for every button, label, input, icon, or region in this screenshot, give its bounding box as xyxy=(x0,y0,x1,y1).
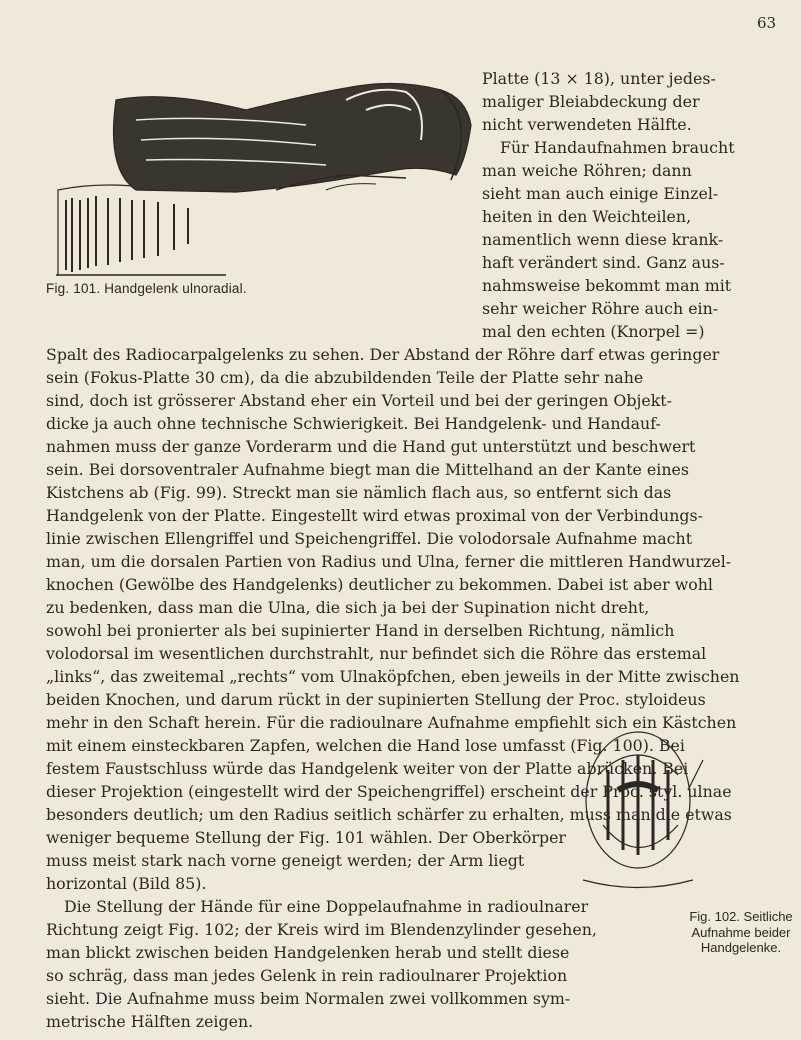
text-line: besonders deutlich; um den Radius seitlich schärfer zu erhalten, muss man die etwas xyxy=(46,805,732,824)
caption-line: Aufnahme beider xyxy=(691,924,791,940)
text-line: weniger bequeme Stellung der Fig. 101 wählen. Der Oberkörper xyxy=(46,828,566,847)
text-line: zu bedenken, dass man die Ulna, die sich ja bei der Supination nicht dreht, xyxy=(46,598,650,617)
text-line: Richtung zeigt Fig. 102; der Kreis wird im Blendenzylinder gesehen, xyxy=(46,920,597,939)
text-line: man blickt zwischen beiden Handgelenken herab und stellt diese xyxy=(46,943,570,962)
text-line: „links“, das zweitemal „rechts“ vom Ulnaköpfchen, eben jeweils in der Mitte zwischen xyxy=(46,667,740,686)
text-line: Für Handaufnahmen braucht xyxy=(500,138,735,157)
figure-101-caption: Fig. 101. Handgelenk ulnoradial. xyxy=(46,281,247,296)
text-line: muss meist stark nach vorne geneigt werden; der Arm liegt xyxy=(46,851,525,870)
text-line: Kistchens ab (Fig. 99). Streckt man sie nämlich flach aus, so entfernt sich das xyxy=(46,483,672,502)
text-line: man, um die dorsalen Partien von Radius und Ulna, ferner die mittleren Handwurzel- xyxy=(46,552,732,571)
text-line: festem Faustschluss würde das Handgelenk weiter von der Platte abrücken. Bei xyxy=(46,759,689,778)
text-line: beiden Knochen, und darum rückt in der supinierten Stellung der Proc. styloideus xyxy=(46,690,706,709)
text-line: sein. Bei dorsoventraler Aufnahme biegt man die Mittelhand an der Kante eines xyxy=(46,460,689,479)
text-line: man weiche Röhren; dann xyxy=(482,161,692,180)
text-line: sieht. Die Aufnahme muss beim Normalen zwei vollkommen sym- xyxy=(46,989,571,1008)
text-line: sind, doch ist grösserer Abstand eher ein Vorteil und bei der geringen Objekt- xyxy=(46,391,672,410)
text-line: Handgelenk von der Platte. Eingestellt wird etwas proximal von der Verbindungs- xyxy=(46,506,703,525)
text-line: namentlich wenn diese krank- xyxy=(482,230,724,249)
text-line: linie zwischen Ellengriffel und Speichengriffel. Die volodorsale Aufnahme macht xyxy=(46,529,693,548)
text-line: sehr weicher Röhre auch ein- xyxy=(482,299,719,318)
text-line: nahmen muss der ganze Vorderarm und die Hand gut unterstützt und beschwert xyxy=(46,437,696,456)
text-line: volodorsal im wesentlichen durchstrahlt, nur befindet sich die Röhre das erstemal xyxy=(46,644,707,663)
text-line: Platte (13 × 18), unter jedes- xyxy=(482,69,716,88)
text-line: haft verändert sind. Ganz aus- xyxy=(482,253,725,272)
figure-102-illustration xyxy=(578,730,778,900)
text-line: nicht verwendeten Hälfte. xyxy=(482,115,692,134)
text-line: mehr in den Schaft herein. Für die radioulnare Aufnahme empfiehlt sich ein Kästchen xyxy=(46,713,737,732)
text-line: so schräg, dass man jedes Gelenk in rein radioulnarer Projektion xyxy=(46,966,568,985)
text-line: dieser Projektion (eingestellt wird der Speichengriffel) erscheint der Proc. styl. ulnae xyxy=(46,782,732,801)
text-line: Spalt des Radiocarpalgelenks zu sehen. Der Abstand der Röhre darf etwas geringer xyxy=(46,345,720,364)
text-line: metrische Hälften zeigen. xyxy=(46,1012,254,1031)
text-line: sowohl bei pronierter als bei supinierter Hand in derselben Richtung, nämlich xyxy=(46,621,675,640)
text-line: Die Stellung der Hände für eine Doppelaufnahme in radioulnarer xyxy=(64,897,589,916)
text-line: maliger Bleiabdeckung der xyxy=(482,92,700,111)
figure-101-illustration xyxy=(46,80,490,280)
figure-102-caption xyxy=(686,909,796,956)
page-number: 63 xyxy=(757,14,777,32)
text-line: sieht man auch einige Einzel- xyxy=(482,184,719,203)
text-line: dicke ja auch ohne technische Schwierigkeit. Bei Handgelenk- und Handauf- xyxy=(46,414,661,433)
text-line: nahmsweise bekommt man mit xyxy=(482,276,732,295)
text-line: heiten in den Weichteilen, xyxy=(482,207,692,226)
text-line: knochen (Gewölbe des Handgelenks) deutlicher zu bekommen. Dabei ist aber wohl xyxy=(46,575,713,594)
caption-line: Handgelenke. xyxy=(700,940,782,955)
text-line: mal den echten (Knorpel =) xyxy=(482,322,705,341)
text-line: mit einem einsteckbaren Zapfen, welchen die Hand lose umfasst (Fig. 100). Bei xyxy=(46,736,685,755)
caption-line: Fig. 102. Seitliche xyxy=(689,909,793,924)
text-line: horizontal (Bild 85). xyxy=(46,874,207,893)
text-line: sein (Fokus-Platte 30 cm), da die abzubildenden Teile der Platte sehr nahe xyxy=(46,368,644,387)
